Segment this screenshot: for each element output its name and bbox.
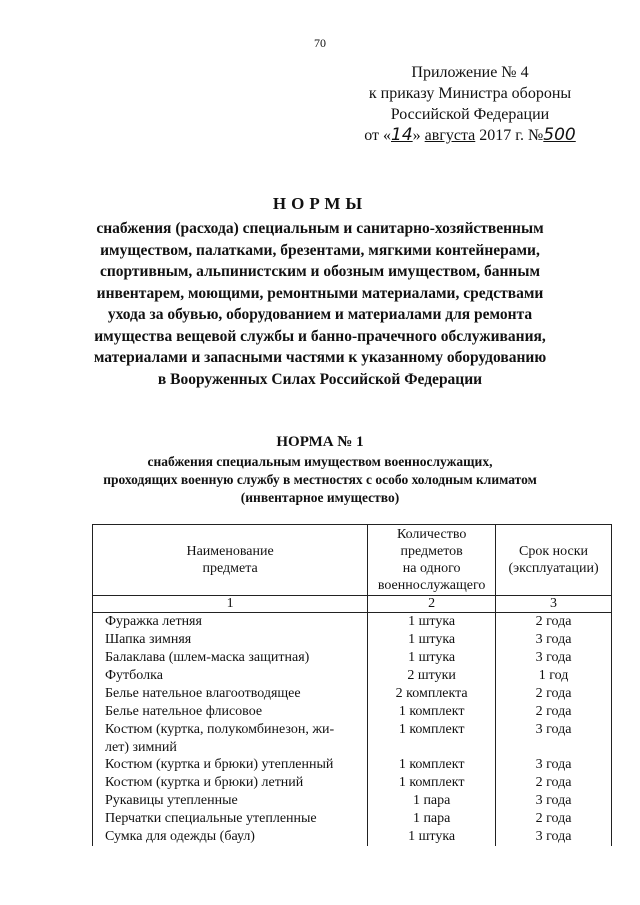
item-term: 1 год: [496, 667, 612, 685]
item-name: Футболка: [93, 667, 368, 685]
header-name-line: предмета: [202, 561, 258, 576]
item-term: 3 года: [496, 792, 612, 810]
subtitle-line: инвентарем, моющими, ремонтными материалами, средствами: [96, 284, 544, 302]
header-term-line: (эксплуатации): [508, 561, 599, 576]
appendix-date-line: [340, 125, 600, 146]
header-term: [496, 525, 612, 596]
document-subtitle: [80, 218, 560, 390]
item-name: Сумка для одежды (баул): [93, 828, 368, 846]
item-term: 3 года: [496, 828, 612, 846]
date-month: августа: [424, 127, 476, 144]
norm-table: [92, 524, 612, 846]
item-quantity: 1 штука: [368, 613, 496, 632]
column-number: 2: [368, 596, 496, 613]
table-row: [93, 703, 612, 721]
item-term: 3 года: [496, 649, 612, 667]
norm-subtitle: [80, 453, 560, 507]
table-header-row: [93, 525, 612, 596]
date-mid: »: [412, 127, 425, 144]
document-title: НОРМЫ: [272, 194, 368, 213]
item-quantity: 1 комплект: [368, 721, 496, 756]
appendix-title: Приложение № 4: [411, 64, 529, 81]
subtitle-line: материалами и запасными частями к указанному оборудованию: [93, 349, 547, 366]
subtitle-line: снабжения (расхода) специальным и санитарно-хозяйственным: [96, 220, 544, 237]
item-quantity: 1 пара: [368, 792, 496, 810]
item-quantity: 2 комплекта: [368, 685, 496, 703]
item-quantity: 2 штуки: [368, 667, 496, 685]
table-row: [93, 631, 612, 649]
header-name: [93, 525, 368, 596]
table-row: [93, 828, 612, 846]
item-term: 2 года: [496, 810, 612, 828]
item-quantity: 1 комплект: [368, 774, 496, 792]
item-quantity: 1 штука: [368, 649, 496, 667]
header-qty-line: военнослужащего: [377, 578, 486, 593]
appendix-block: [340, 62, 600, 146]
item-quantity: 1 штука: [368, 828, 496, 846]
item-term: 2 года: [496, 774, 612, 792]
norm-title: НОРМА № 1: [276, 434, 364, 450]
subtitle-line: спортивным, альпинистским и обозным имуществом, банным: [99, 263, 541, 280]
item-term: 2 года: [496, 685, 612, 703]
table-row: [93, 613, 612, 632]
subtitle-line: имущества вещевой службы и банно-прачечного обслуживания,: [94, 327, 546, 345]
item-quantity: 1 комплект: [368, 703, 496, 721]
table-row: [93, 649, 612, 667]
item-name: Рукавицы утепленные: [93, 792, 368, 810]
item-term: 3 года: [496, 721, 612, 756]
appendix-country: Российской Федерации: [390, 106, 550, 123]
item-quantity: 1 штука: [368, 631, 496, 649]
appendix-order: к приказу Министра обороны: [368, 85, 572, 102]
page-number: 70: [314, 36, 326, 50]
subtitle-line: ухода за обувью, оборудованием и материалами для ремонта: [107, 306, 533, 323]
header-qty-line: предметов: [400, 544, 463, 559]
column-number: 3: [496, 596, 612, 613]
column-number-row: [93, 596, 612, 613]
item-name: Балаклава (шлем-маска защитная): [93, 649, 368, 667]
subtitle-line: в Вооруженных Силах Российской Федерации: [157, 370, 483, 388]
table-row: [93, 721, 612, 756]
item-name: Костюм (куртка и брюки) утепленный: [93, 756, 368, 774]
item-name: Фуражка летняя: [93, 613, 368, 632]
order-number: 500: [543, 125, 576, 145]
table-row: [93, 667, 612, 685]
header-qty-line: Количество: [396, 527, 467, 542]
norm-subtitle-line: снабжения специальным имуществом военнослужащих,: [147, 454, 493, 469]
item-name-line: Костюм (куртка, полукомбинезон, жи-: [105, 722, 335, 737]
table-row: [93, 685, 612, 703]
norm-subtitle-line: проходящих военную службу в местностях с особо холодным климатом: [103, 472, 537, 487]
header-name-line: Наименование: [186, 544, 274, 559]
header-term-line: Срок носки: [519, 544, 589, 559]
item-name: Костюм (куртка и брюки) летний: [93, 774, 368, 792]
item-name: Белье нательное влагоотводящее: [93, 685, 368, 703]
date-day: 14: [391, 125, 413, 145]
date-prefix: от «: [364, 127, 392, 144]
item-name: Белье нательное флисовое: [93, 703, 368, 721]
table-row: [93, 756, 612, 774]
header-qty: [368, 525, 496, 596]
item-term: 3 года: [496, 756, 612, 774]
item-name-line: лет) зимний: [105, 739, 177, 755]
table-row: [93, 810, 612, 828]
item-name: [93, 721, 368, 756]
column-number: 1: [93, 596, 368, 613]
item-term: 2 года: [496, 703, 612, 721]
table-row: [93, 792, 612, 810]
date-year: 2017 г. №: [475, 127, 544, 144]
item-quantity: 1 пара: [368, 810, 496, 828]
item-name: Шапка зимняя: [93, 631, 368, 649]
item-term: 3 года: [496, 631, 612, 649]
norm-subtitle-line: (инвентарное имущество): [240, 490, 400, 505]
subtitle-line: имуществом, палатками, брезентами, мягкими контейнерами,: [100, 241, 540, 259]
item-name: Перчатки специальные утепленные: [93, 810, 368, 828]
item-term: 2 года: [496, 613, 612, 632]
table-row: [93, 774, 612, 792]
header-qty-line: на одного: [402, 561, 461, 576]
item-quantity: 1 комплект: [368, 756, 496, 774]
